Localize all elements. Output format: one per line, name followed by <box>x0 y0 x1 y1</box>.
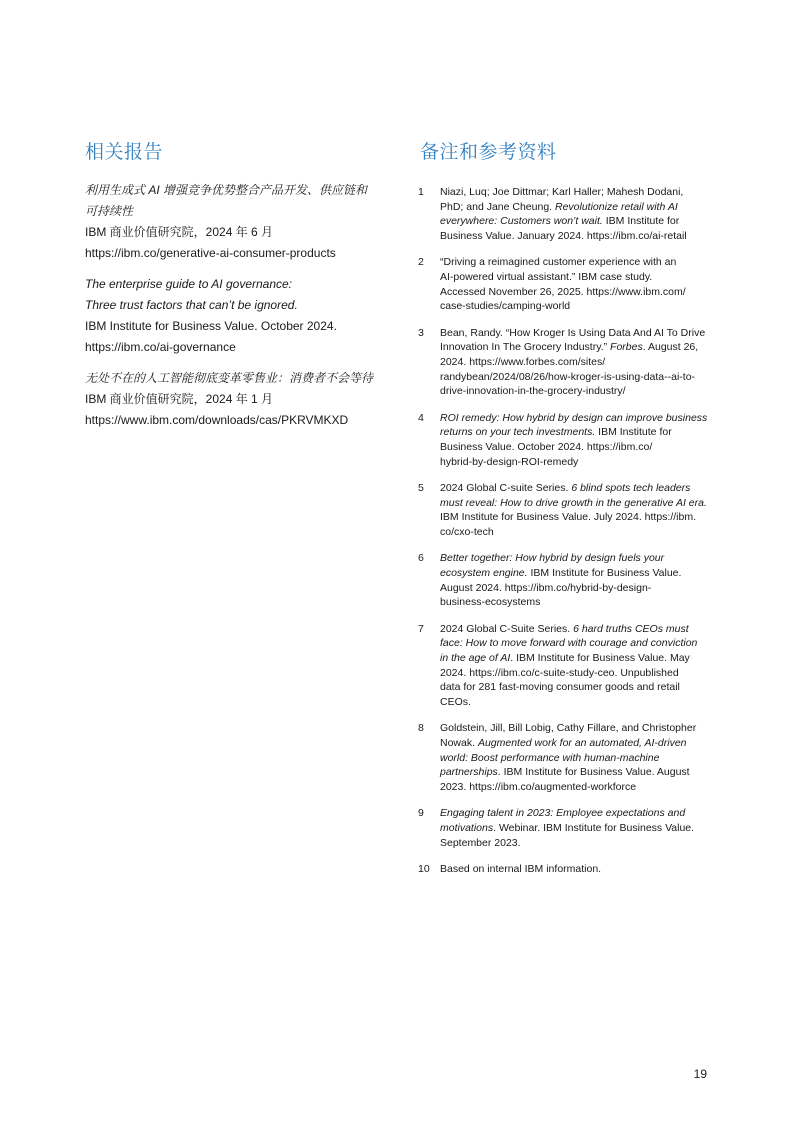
report-link[interactable]: https://ibm.co/ai-governance <box>85 340 236 354</box>
reference-line <box>440 581 718 596</box>
reference-title-segment: face: How to move forward with courage and conviction <box>440 637 698 650</box>
reference-text-segment: Accessed November 26, 2025. https://www.ibm.com/ <box>440 285 686 298</box>
reference-title-segment: Forbes <box>610 341 643 354</box>
reference-line <box>440 255 718 270</box>
reference-text-segment: Niazi, Luq; Joe Dittmar; Karl Haller; Mahesh Dodani, <box>440 186 684 198</box>
report-title-line: 可持续性 <box>85 204 134 218</box>
page-number: 19 <box>693 1067 707 1081</box>
reference-text-segment: IBM Institute for <box>595 426 672 439</box>
reference-title-segment: Better together: How hybrid by design fuels your <box>440 552 665 565</box>
reference-line <box>440 455 718 470</box>
reference-text-segment: September 2023. <box>440 836 521 849</box>
reference-text-segment: hybrid-by-design-ROI-remedy <box>440 455 579 468</box>
reference-text-segment: Bean, Randy. “How Kroger Is Using Data And AI To Drive <box>440 326 706 339</box>
reference-text-segment: Business Value. January 2024. https://ibm.co/ai-retail <box>440 229 687 242</box>
reference-text-segment: Nowak. <box>440 737 478 749</box>
related-reports-list <box>85 180 385 441</box>
reference-text-segment: co/cxo-tech <box>440 525 494 538</box>
reference-line <box>440 340 718 355</box>
reference-line <box>440 525 718 540</box>
reference-line <box>440 229 718 244</box>
reference-line <box>440 595 718 610</box>
reference-line <box>440 285 718 300</box>
reference-line <box>440 680 718 695</box>
reference-title-segment: motivations <box>440 821 494 834</box>
reference-item <box>418 622 718 710</box>
reference-title-segment: ROI remedy: How hybrid by design can improve business <box>440 411 708 424</box>
reference-text <box>440 481 718 539</box>
reference-text-segment: 2024. https://ibm.co/c-suite-study-ceo. Unpublished <box>440 666 679 679</box>
related-reports-heading: 相关报告 <box>85 141 164 163</box>
reference-text <box>440 551 718 609</box>
reference-text-segment: Business Value. October 2024. https://ibm.co/ <box>440 440 653 453</box>
reference-line <box>440 736 718 751</box>
reference-text-segment: 2023. https://ibm.co/augmented-workforce <box>440 780 637 793</box>
reference-text <box>440 411 718 469</box>
reference-number: 5 <box>418 482 424 495</box>
report-title-line: 无处不在的人工智能彻底变革零售业：消费者不会等待 <box>85 371 374 385</box>
reference-number: 7 <box>418 622 424 635</box>
reference-text <box>440 326 718 399</box>
reference-number: 1 <box>418 186 424 198</box>
report-source-line: IBM Institute for Business Value. October 2024. <box>85 319 337 333</box>
reference-text <box>440 622 718 710</box>
reference-line <box>440 751 718 766</box>
reference-line <box>440 214 718 229</box>
reference-line <box>440 780 718 795</box>
reference-line <box>440 270 718 285</box>
reference-title-segment: Revolutionize retail with AI <box>555 200 678 213</box>
related-report-item <box>85 180 385 264</box>
reference-item <box>418 255 718 313</box>
report-source-line: IBM 商业价值研究院，2024 年 6 月 <box>85 225 274 239</box>
reference-text-segment: randybean/2024/08/26/how-kroger-is-using-data--ai-to- <box>440 370 696 383</box>
reference-item <box>418 411 718 469</box>
reference-text-segment: PhD; and Jane Cheung. <box>440 200 555 213</box>
reference-line <box>440 200 718 215</box>
reference-item <box>418 721 718 794</box>
reference-item <box>418 481 718 539</box>
reference-text-segment: . Webinar. IBM Institute for Business Value. <box>493 821 695 834</box>
reference-text-segment: Innovation In The Grocery Industry.” <box>440 341 611 354</box>
reference-line <box>440 370 718 385</box>
related-report-item <box>85 368 385 431</box>
reference-text-segment: . IBM Institute for Business Value. May <box>510 652 690 665</box>
reference-title-segment: partnerships <box>440 766 498 779</box>
report-title-line: 利用生成式 AI 增强竞争优势整合产品开发、供应链和 <box>85 183 368 197</box>
reference-item <box>418 185 718 243</box>
reference-title-segment: everywhere: Customers won’t wait. <box>440 215 603 228</box>
reference-line <box>440 355 718 370</box>
reference-line <box>440 821 718 836</box>
report-source-line: IBM 商业价值研究院，2024 年 1 月 <box>85 392 274 406</box>
reference-text-segment: IBM Institute for <box>602 215 680 228</box>
reference-item <box>418 862 718 877</box>
reference-line <box>440 496 718 511</box>
reference-text-segment: . August 26, <box>642 341 699 354</box>
reference-line <box>440 185 718 200</box>
reference-title-segment: Augmented work for an automated, AI-driven <box>477 737 687 749</box>
reference-text-segment: 2024. https://www.forbes.com/sites/ <box>440 355 606 368</box>
reference-text-segment: case-studies/camping-world <box>440 300 571 313</box>
reference-line <box>440 510 718 525</box>
reference-text <box>440 721 718 794</box>
reference-line <box>440 622 718 637</box>
reference-text-segment: “Driving a reimagined customer experience with an <box>440 256 677 269</box>
reference-text-segment: 2024 Global C-suite Series. <box>440 482 572 495</box>
reference-line <box>440 566 718 581</box>
reference-number: 2 <box>418 256 424 269</box>
reference-item <box>418 326 718 399</box>
reference-title-segment: ecosystem engine. <box>440 567 528 580</box>
notes-references-heading: 备注和参考资料 <box>420 141 557 163</box>
reference-line <box>440 384 718 399</box>
reference-title-segment: 6 hard truths CEOs must <box>573 622 689 635</box>
reference-title-segment: world: Boost performance with human-machine <box>440 751 660 764</box>
reference-text-segment: AI-powered virtual assistant.” IBM case study. <box>440 270 653 283</box>
references-list <box>418 185 718 889</box>
report-title-line: The enterprise guide to AI governance: <box>85 277 293 291</box>
reference-number: 10 <box>418 863 430 876</box>
reference-number: 8 <box>418 722 424 735</box>
reference-line <box>440 326 718 341</box>
reference-title-segment: must reveal: How to drive growth in the generative AI era. <box>440 496 707 509</box>
reference-text-segment: August 2024. https://ibm.co/hybrid-by-design- <box>440 581 652 594</box>
reference-line <box>440 636 718 651</box>
reference-title-segment: 6 blind spots tech leaders <box>571 482 691 495</box>
reference-text-segment: . IBM Institute for Business Value. August <box>497 766 690 779</box>
reference-text <box>440 862 718 877</box>
reference-line <box>440 721 718 736</box>
reference-line <box>440 695 718 710</box>
reference-text-segment: drive-innovation-in-the-grocery-industry/ <box>440 385 626 398</box>
reference-line <box>440 481 718 496</box>
reference-line <box>440 765 718 780</box>
reference-line <box>440 836 718 851</box>
reference-text <box>440 255 718 313</box>
reference-text-segment: business-ecosystems <box>440 596 541 609</box>
reference-text-segment: Based on internal IBM information. <box>440 863 602 876</box>
reference-text-segment: data for 281 fast-moving consumer goods and retail <box>440 681 680 694</box>
reference-line <box>440 440 718 455</box>
reference-text-segment: 2024 Global C-Suite Series. <box>440 622 574 635</box>
report-link[interactable]: https://ibm.co/generative-ai-consumer-products <box>85 246 336 260</box>
reference-text <box>440 185 718 243</box>
reference-line <box>440 411 718 426</box>
reference-text <box>440 806 718 850</box>
report-title-line: Three trust factors that can’t be ignored. <box>85 298 298 312</box>
reference-line <box>440 425 718 440</box>
reference-line <box>440 806 718 821</box>
reference-line <box>440 666 718 681</box>
reference-title-segment: Engaging talent in 2023: Employee expectations and <box>440 807 686 820</box>
reference-title-segment: returns on your tech investments. <box>440 426 596 439</box>
reference-item <box>418 806 718 850</box>
reference-text-segment: IBM Institute for Business Value. July 2024. https://ibm. <box>440 511 697 524</box>
reference-number: 9 <box>418 807 424 820</box>
reference-text-segment: IBM Institute for Business Value. <box>527 567 682 580</box>
reference-line <box>440 862 718 877</box>
reference-line <box>440 299 718 314</box>
reference-number: 4 <box>418 411 424 424</box>
reference-line <box>440 551 718 566</box>
report-link[interactable]: https://www.ibm.com/downloads/cas/PKRVMKXD <box>85 413 349 427</box>
reference-text-segment: Goldstein, Jill, Bill Lobig, Cathy Fillare, and Christopher <box>440 722 697 735</box>
reference-item <box>418 551 718 609</box>
reference-text-segment: CEOs. <box>440 695 471 708</box>
reference-number: 6 <box>418 552 424 565</box>
related-report-item <box>85 274 385 358</box>
reference-number: 3 <box>418 326 424 339</box>
reference-title-segment: in the age of AI <box>440 652 511 665</box>
reference-line <box>440 651 718 666</box>
